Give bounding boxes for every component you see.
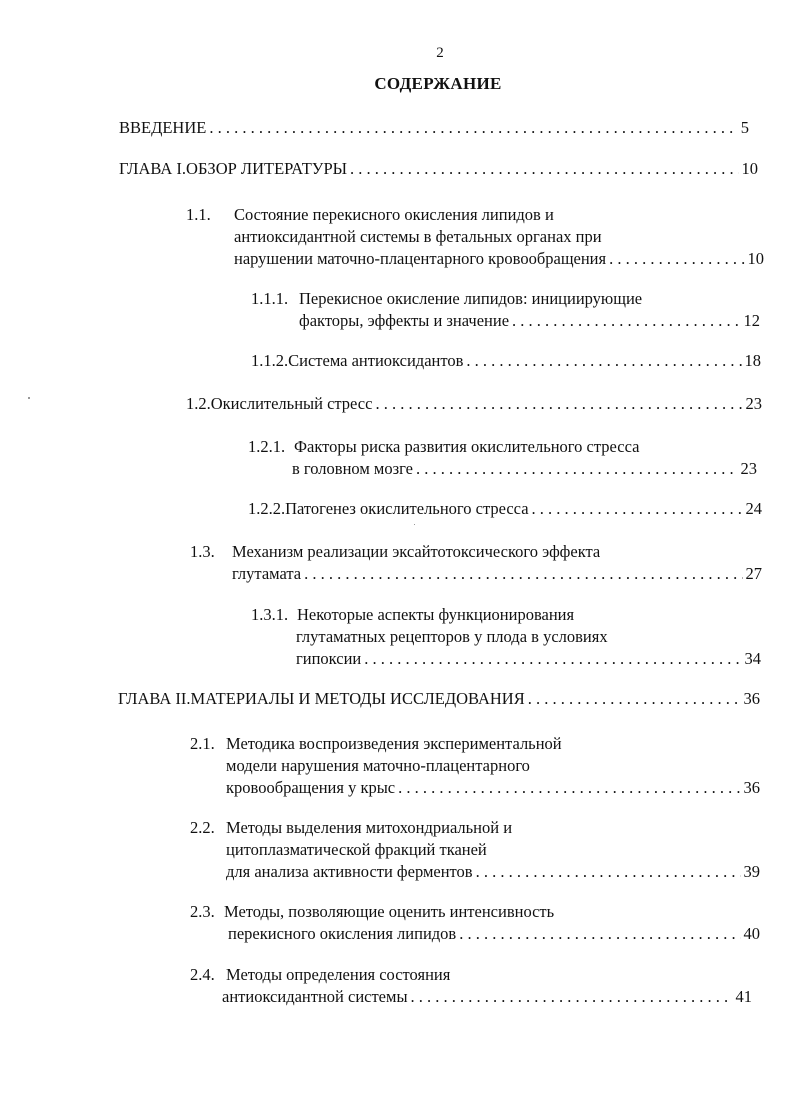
toc-entry-1-1[interactable] [186, 204, 764, 270]
toc-label-line-2: глутамата [232, 564, 302, 583]
toc-label-line-2: антиоксидантной системы в фетальных органах при [234, 227, 602, 246]
toc-number: 2.4. [190, 965, 215, 984]
scan-speck [28, 397, 30, 399]
toc-number: ГЛАВА II. [118, 689, 191, 708]
toc-label-line-2: глутаматных рецепторов у плода в условиях [296, 627, 608, 646]
toc-label-line-2: антиоксидантной системы [222, 987, 408, 1006]
toc-page: 23 [745, 394, 762, 413]
toc-leader [609, 248, 744, 270]
toc-entry-introduction[interactable] [119, 117, 749, 139]
toc-number: 1.3.1. [251, 605, 289, 624]
toc-label-line-2: модели нарушения маточно-плацентарного [226, 756, 530, 775]
toc-number: 2.1. [190, 734, 215, 753]
toc-number: 1.1.1. [251, 289, 289, 308]
toc-entry-2-1[interactable] [190, 733, 760, 799]
toc-label-line-3: кровообращения у крыс [226, 778, 396, 797]
toc-number: ГЛАВА I. [119, 159, 187, 178]
toc-number: 2.2. [190, 818, 215, 837]
toc-leader [466, 350, 741, 372]
toc-leader [209, 117, 737, 139]
toc-number: 2.3. [190, 902, 215, 921]
toc-entry-chapter-2[interactable] [118, 688, 760, 710]
toc-number: 1.2.1. [248, 437, 286, 456]
toc-leader [375, 393, 742, 415]
toc-label-line-2: в головном мозге [292, 459, 413, 478]
toc-number: 1.2.2. [248, 499, 286, 518]
toc-label-line-3: для анализа активности ферментов [226, 862, 473, 881]
toc-label-line-1: Методы выделения митохондриальной и [226, 818, 513, 837]
toc-label-line-1: Состояние перекисного окисления липидов и [234, 205, 554, 224]
toc-label: ОБЗОР ЛИТЕРАТУРЫ [186, 159, 348, 178]
toc-label-line-1: Перекисное окисление липидов: инициирующие [299, 289, 643, 308]
toc-label: Окислительный стресс [210, 394, 373, 413]
toc-label-line-2: перекисного окисления липидов [228, 924, 457, 943]
scan-speck [414, 524, 415, 525]
toc-page: 40 [743, 924, 760, 943]
toc-label-line-1: Механизм реализации эксайтотоксического эффекта [232, 542, 601, 561]
toc-label-line-1: Некоторые аспекты функционирования [297, 605, 575, 624]
toc-label: МАТЕРИАЛЫ И МЕТОДЫ ИССЛЕДОВАНИЯ [190, 689, 525, 708]
toc-label-line-2: цитоплазматической фракций тканей [226, 840, 487, 859]
toc-label-line-1: Факторы риска развития окислительного стресса [294, 437, 640, 456]
page-number: 2 [436, 45, 444, 61]
toc-page: 27 [745, 564, 762, 583]
toc-page: 41 [735, 987, 752, 1006]
toc-label-line-1: Методы определения состояния [226, 965, 451, 984]
toc-leader [304, 563, 742, 585]
toc-number: 1.3. [190, 542, 215, 561]
toc-number: 1.1. [186, 205, 211, 224]
toc-entry-1-2-2[interactable] [248, 498, 762, 520]
toc-entry-chapter-1[interactable] [119, 158, 758, 180]
toc-entry-1-3[interactable] [190, 541, 762, 585]
toc-leader [398, 777, 740, 799]
toc-label-line-3: нарушении маточно-плацентарного кровообращения [234, 249, 607, 268]
toc-page: 24 [745, 499, 762, 518]
toc-page: 23 [740, 459, 757, 478]
toc-page: 36 [743, 778, 760, 797]
toc-leader [416, 458, 738, 480]
toc-entry-1-2[interactable] [186, 393, 762, 415]
toc-page: 36 [743, 689, 760, 708]
toc-leader [459, 923, 740, 945]
toc-number: 1.2. [186, 394, 211, 413]
toc-entry-1-1-1[interactable] [251, 288, 760, 332]
toc-entry-2-4[interactable] [190, 964, 752, 1008]
toc-leader [364, 648, 741, 670]
toc-label: Система антиоксидантов [288, 351, 464, 370]
toc-entry-2-2[interactable] [190, 817, 760, 883]
toc-label-line-1: Методы, позволяющие оценить интенсивность [224, 902, 555, 921]
toc-leader [532, 498, 743, 520]
toc-page: 18 [744, 351, 761, 370]
toc-leader [476, 861, 741, 883]
toc-page: 10 [747, 249, 764, 268]
toc-page: 34 [744, 649, 761, 668]
toc-page: 12 [743, 311, 760, 330]
toc-leader [512, 310, 740, 332]
toc-page: 5 [740, 118, 749, 137]
page-title: СОДЕРЖАНИЕ [374, 74, 502, 93]
toc-entry-1-1-2[interactable] [251, 350, 761, 372]
toc-page: 10 [741, 159, 758, 178]
toc-label-line-2: факторы, эффекты и значение [299, 311, 510, 330]
toc-leader [411, 986, 733, 1008]
toc-entry-1-3-1[interactable] [251, 604, 761, 670]
toc-entry-2-3[interactable] [190, 901, 760, 945]
toc-page: 39 [743, 862, 760, 881]
toc-number: 1.1.2. [251, 351, 289, 370]
toc-leader [528, 688, 741, 710]
toc-leader [350, 158, 738, 180]
toc-label-line-3: гипоксии [296, 649, 362, 668]
toc-entry-1-2-1[interactable] [248, 436, 757, 480]
toc-label: Патогенез окислительного стресса [285, 499, 529, 518]
toc-label: ВВЕДЕНИЕ [119, 118, 207, 137]
toc-label-line-1: Методика воспроизведения экспериментальной [226, 734, 562, 753]
